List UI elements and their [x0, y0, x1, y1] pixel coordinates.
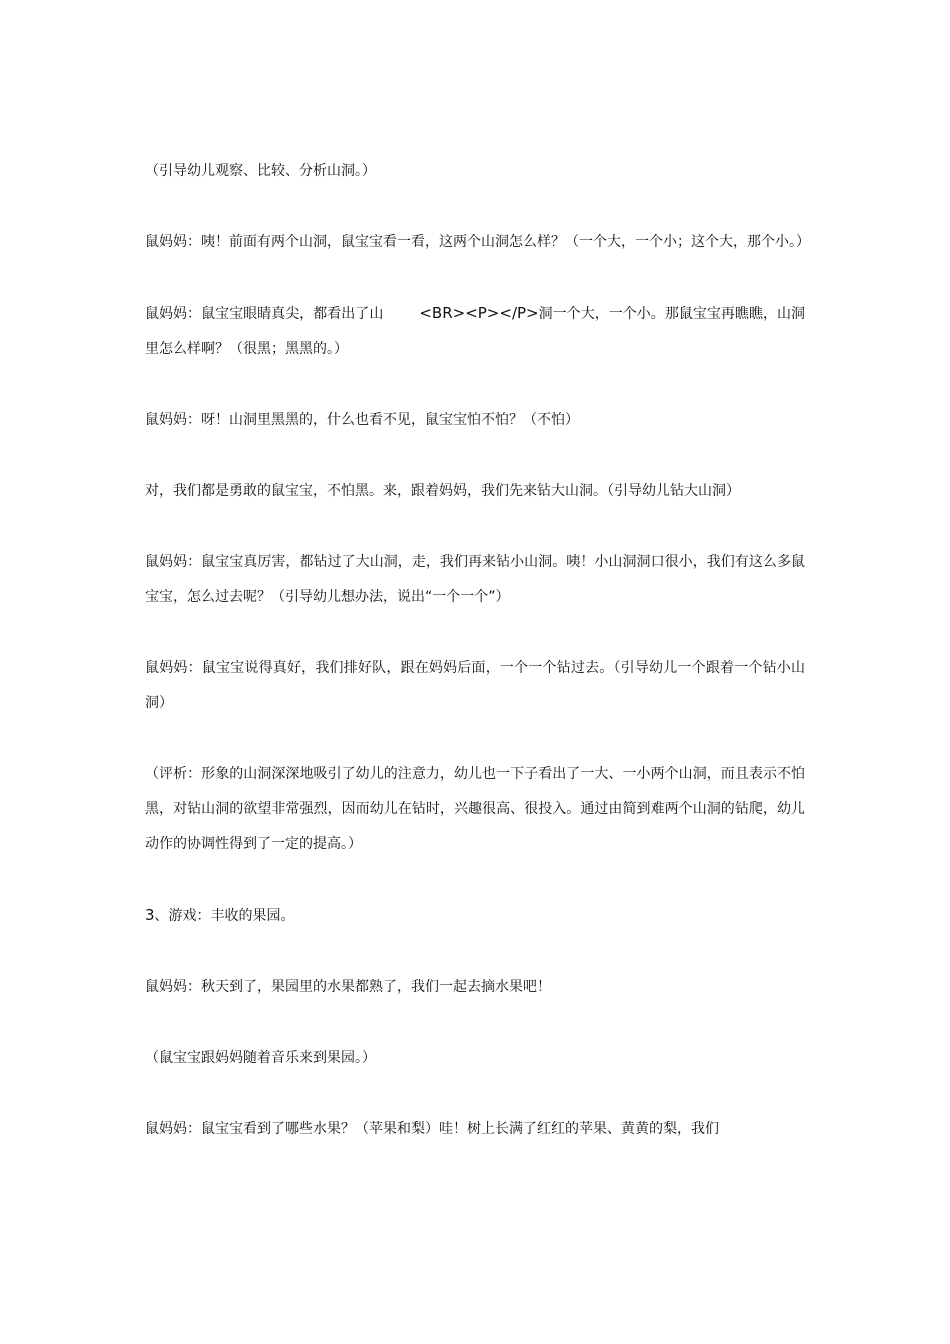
paragraph-sharp-eyes-before: 鼠妈妈：鼠宝宝眼睛真尖，都看出了山 — [145, 306, 384, 322]
paragraph-line-up: 鼠妈妈：鼠宝宝说得真好，我们排好队，跟在妈妈后面，一个一个钻过去。（引导幼儿一个跟着一个钻小山洞） — [145, 660, 805, 711]
paragraph-sharp-eyes-after: 洞一个大，一个小。那鼠宝宝再瞧瞧，山洞里怎么样啊？（很黑；黑黑的。） — [145, 306, 806, 357]
paragraph-fruits: 鼠妈妈：鼠宝宝看到了哪些水果？（苹果和梨）哇！树上长满了红红的苹果、黄黄的梨，我们 — [145, 1121, 719, 1137]
paragraph-two-caves: 鼠妈妈：咦！前面有两个山洞，鼠宝宝看一看，这两个山洞怎么样？（一个大，一个小；这个大，那个小。） — [145, 234, 810, 250]
section-heading-game — [145, 898, 805, 934]
paragraph-dark-cave: 鼠妈妈：呀！山洞里黑黑的，什么也看不见，鼠宝宝怕不怕？（不怕） — [145, 412, 579, 428]
paragraph-small-cave: 鼠妈妈：鼠宝宝真厉害，都钻过了大山洞，走，我们再来钻小山洞。咦！小山洞洞口很小，我们有这么多鼠宝宝，怎么过去呢？（引导幼儿想办法，说出“一个一个”） — [145, 554, 805, 605]
paragraph-sharp-eyes — [145, 296, 805, 367]
section-number: 3 — [145, 906, 155, 924]
paragraph-comment: （评析：形象的山洞深深地吸引了幼儿的注意力，幼儿也一下子看出了一大、一小两个山洞，而且表示不怕黑，对钻山洞的欲望非常强烈，因而幼儿在钻时，兴趣很高、很投入。通过由简到难两个山洞的钻爬，幼儿动作的协调性得到了一定的提高。） — [145, 766, 805, 852]
paragraph-autumn: 鼠妈妈：秋天到了，果园里的水果都熟了，我们一起去摘水果吧！ — [145, 979, 551, 995]
section-heading-text: 、游戏：丰收的果园。 — [154, 908, 295, 924]
paragraph-sharp-eyes-markup: <BR><P></P> — [419, 304, 539, 322]
paragraph-to-orchard: （鼠宝宝跟妈妈随着音乐来到果园。） — [145, 1050, 376, 1066]
paragraph-guide-observe: （引导幼儿观察、比较、分析山洞。） — [145, 163, 376, 179]
paragraph-brave: 对，我们都是勇敢的鼠宝宝，不怕黑。来，跟着妈妈，我们先来钻大山洞。（引导幼儿钻大山洞） — [145, 483, 740, 499]
document-body — [145, 154, 810, 1147]
